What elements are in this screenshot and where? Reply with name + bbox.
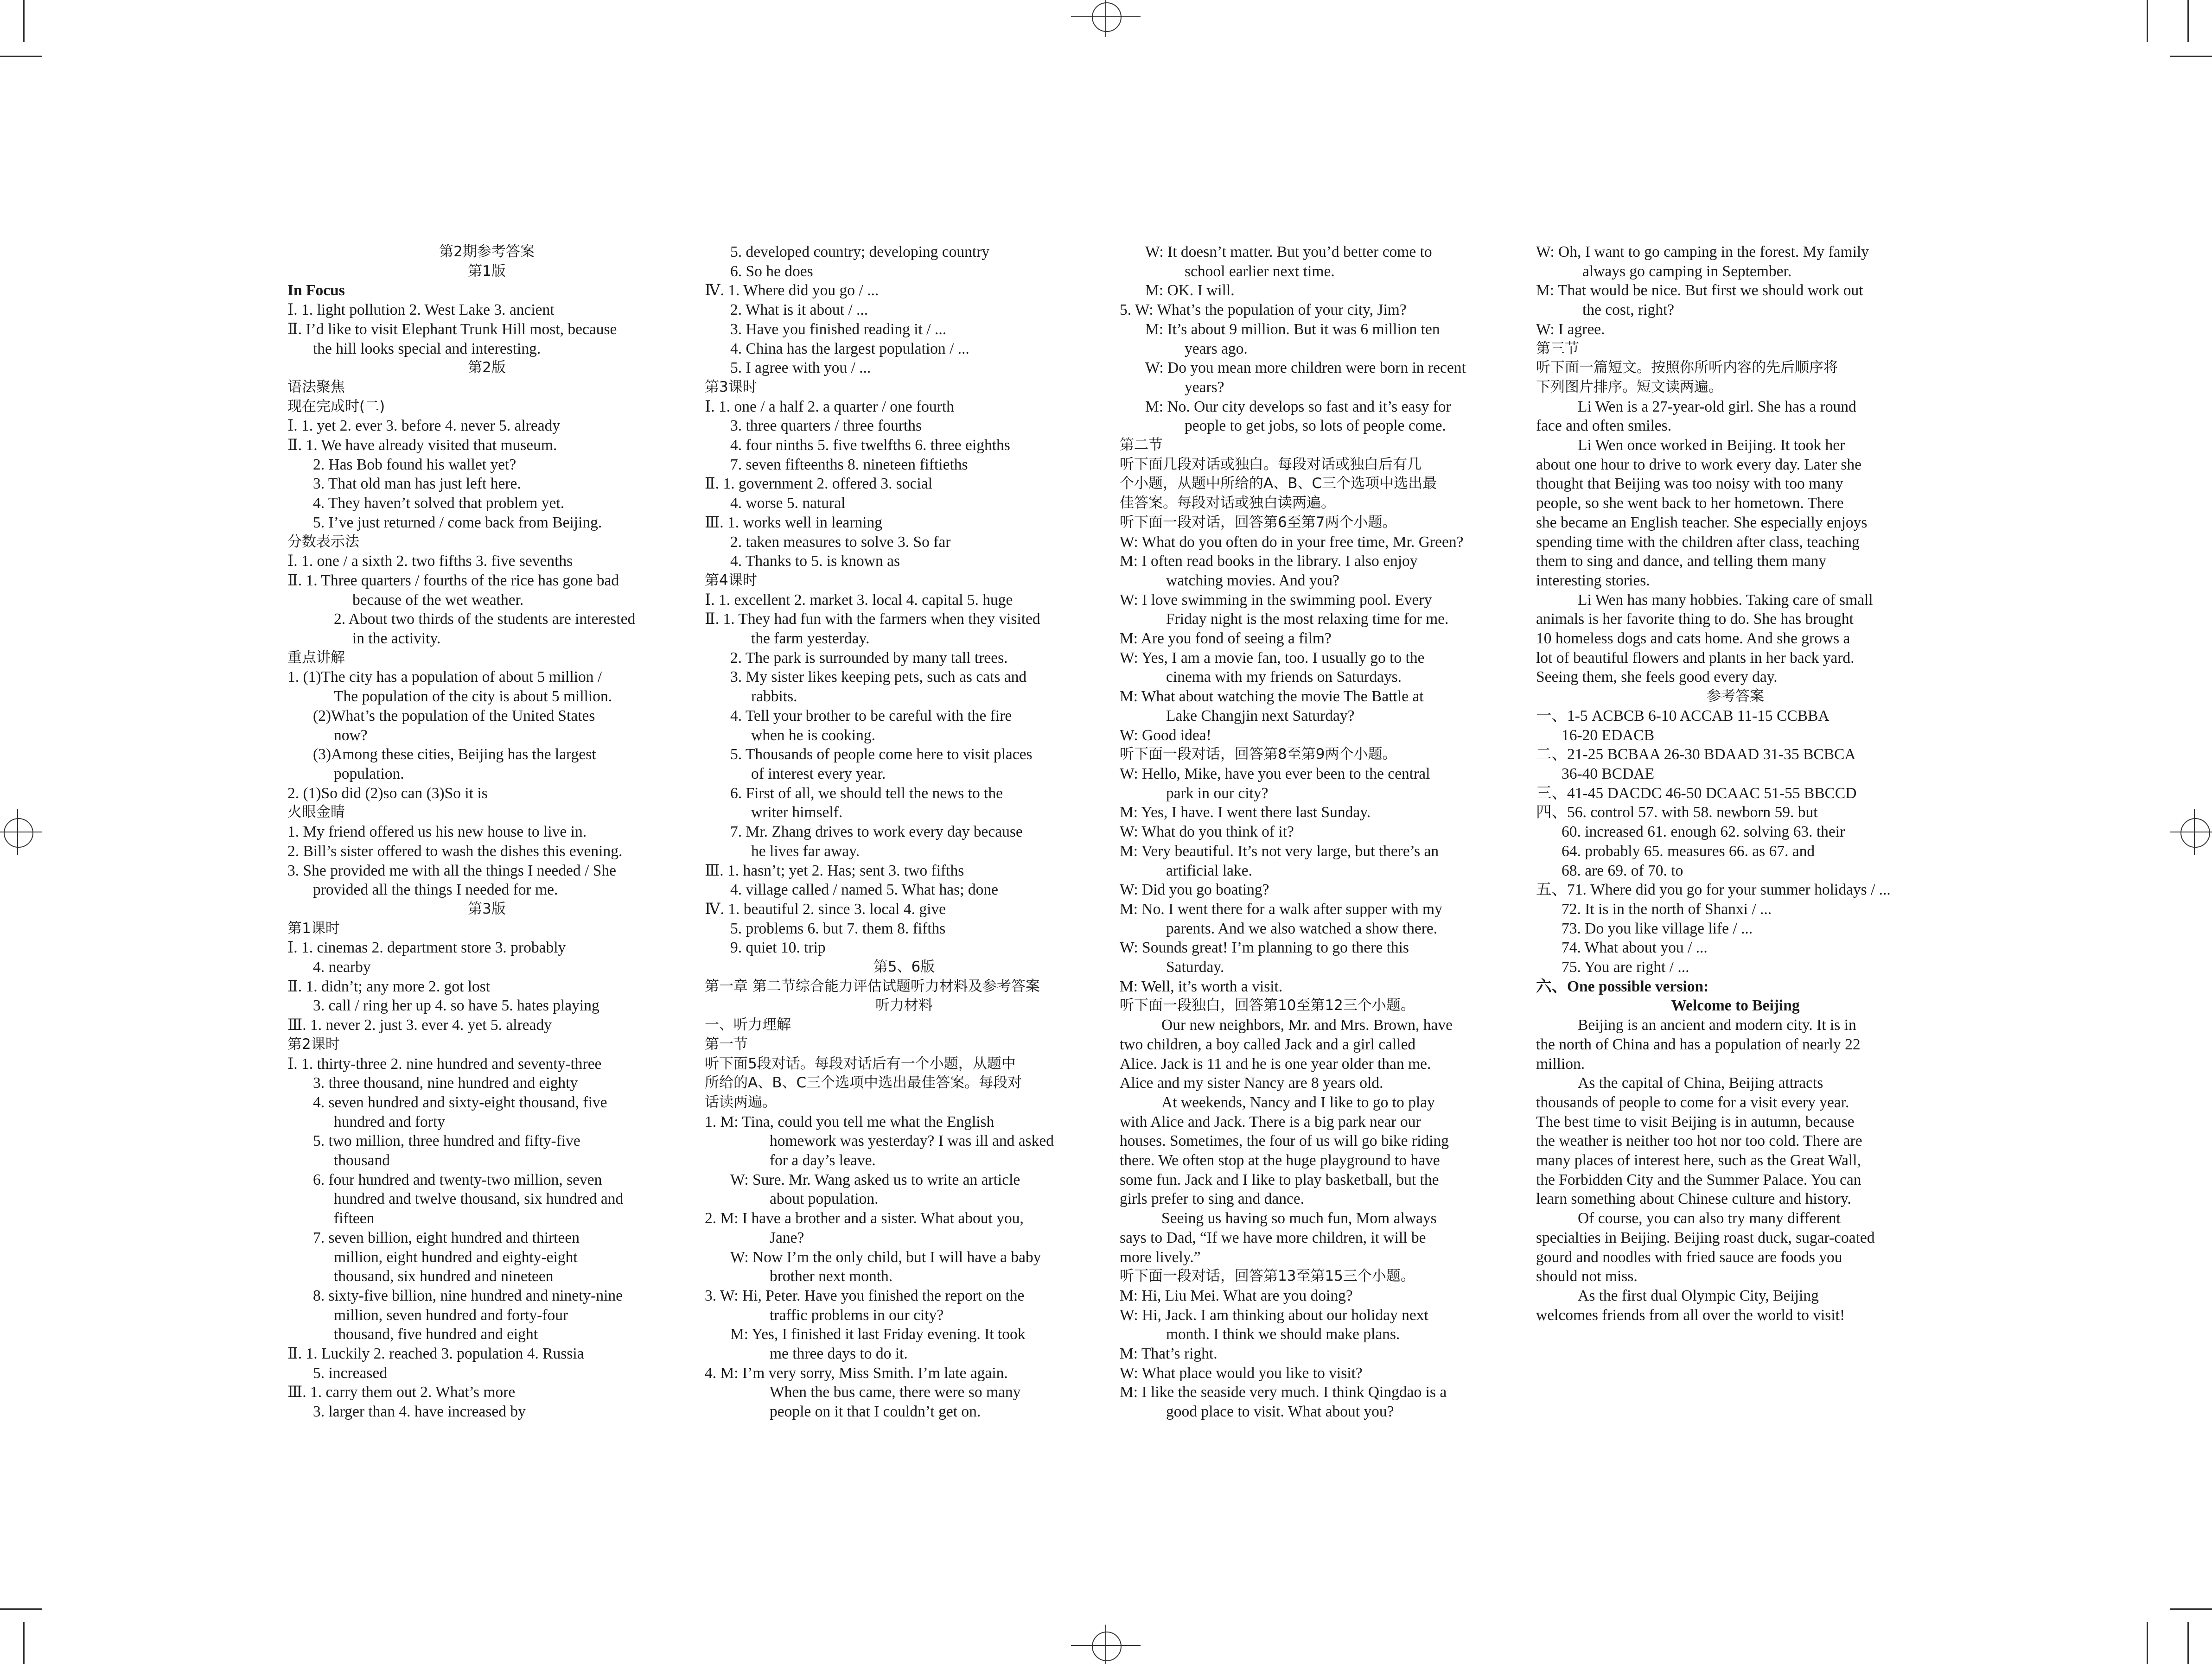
text-line: Ⅳ. 1. Where did you go / ... — [705, 282, 879, 299]
text-line: W: I love swimming in the swimming pool. Every — [1120, 591, 1432, 609]
text-line: The best time to visit Beijing is in autumn, because — [1536, 1113, 1855, 1131]
text-line: million, eight hundred and eighty-eight — [334, 1248, 578, 1266]
text-line: population. — [334, 765, 404, 782]
registration-mark-right — [2180, 818, 2210, 848]
crop-mark-top-right-h — [2170, 56, 2212, 57]
text-line: Ⅱ. 1. We have already visited that museum. — [287, 437, 557, 454]
text-line: Li Wen is a 27-year-old girl. She has a round — [1578, 398, 1856, 415]
text-line: two children, a boy called Jack and a girl called — [1120, 1035, 1416, 1053]
text-line: M: No. Our city develops so fast and it’s easy for — [1145, 398, 1451, 415]
text-line: 第2课时 — [287, 1035, 340, 1053]
registration-mark-bottom-v — [1105, 1625, 1106, 1664]
text-line: 3. She provided me with all the things I needed / She — [287, 862, 616, 879]
text-line: W: Hi, Jack. I am thinking about our holiday next — [1120, 1306, 1428, 1324]
crop-mark-bottom-left-h — [0, 1608, 42, 1610]
text-line: 一、听力理解 — [705, 1016, 791, 1034]
text-line: W: I agree. — [1536, 320, 1605, 338]
registration-mark-bottom — [1092, 1632, 1122, 1661]
text-line: years ago. — [1185, 340, 1248, 357]
text-line: 分数表示法 — [287, 533, 359, 550]
text-line: the farm yesterday. — [751, 630, 870, 648]
column-3 — [1120, 242, 1518, 1422]
text-line: 1. (1)The city has a population of about 5 million / — [287, 668, 602, 686]
text-line: 7. Mr. Zhang drives to work every day because — [730, 823, 1023, 841]
text-line: 7. seven fifteenths 8. nineteen fiftieths — [730, 456, 968, 473]
text-line: says to Dad, “If we have more children, it will be — [1120, 1229, 1426, 1246]
text-line: W: Oh, I want to go camping in the forest. My family — [1536, 243, 1869, 260]
text-line: 1. My friend offered us his new house to live in. — [287, 823, 587, 841]
text-line: people on it that I couldn’t get on. — [770, 1403, 981, 1421]
text-line: 话读两遍。 — [705, 1093, 777, 1111]
text-line: 听下面几段对话或独白。每段对话或独白后有几 — [1120, 456, 1422, 473]
text-line: 3. three quarters / three fourths — [730, 417, 922, 435]
text-line: the Forbidden City and the Summer Palace. You can — [1536, 1171, 1861, 1188]
text-line: 3. That old man has just left here. — [313, 475, 521, 493]
text-line: me three days to do it. — [770, 1345, 908, 1363]
text-line: homework was yesterday? I was ill and asked — [770, 1132, 1054, 1150]
text-line: 4. M: I’m very sorry, Miss Smith. I’m late again. — [705, 1364, 1008, 1382]
text-line: 4. worse 5. natural — [730, 495, 846, 512]
text-line: M: It’s about 9 million. But it was 6 million ten — [1145, 320, 1440, 338]
text-line: In Focus — [287, 282, 345, 299]
text-line: thousand, five hundred and eight — [334, 1326, 538, 1343]
text-line: thought that Beijing was too noisy with too many — [1536, 475, 1843, 493]
column-1 — [287, 242, 686, 1422]
text-line: 下列图片排序。短文读两遍。 — [1536, 378, 1723, 395]
text-line: 8. sixty-five billion, nine hundred and ninety-nine — [313, 1287, 623, 1304]
text-line: Ⅲ. 1. works well in learning — [705, 514, 883, 531]
text-line: M: Very beautiful. It’s not very large, but there’s an — [1120, 842, 1439, 860]
text-line: fifteen — [334, 1210, 375, 1227]
text-line: Ⅲ. 1. carry them out 2. What’s more — [287, 1384, 516, 1401]
text-line: 一、1-5 ACBCB 6-10 ACCAB 11-15 CCBBA — [1536, 707, 1830, 724]
text-line: Ⅰ. 1. one / a sixth 2. two fifths 3. five sevenths — [287, 553, 573, 570]
text-line: W: Do you mean more children were born in recent — [1145, 359, 1466, 377]
text-line: 听下面一段独白，回答第10至第12三个小题。 — [1120, 997, 1415, 1014]
text-line: years? — [1185, 378, 1224, 396]
text-line: W: Now I’m the only child, but I will have a baby — [730, 1248, 1041, 1266]
text-line: Ⅱ. 1. Luckily 2. reached 3. population 4. Russia — [287, 1345, 584, 1363]
text-line: 第一章 第二节综合能力评估试题听力材料及参考答案 — [705, 978, 1040, 995]
text-line: for a day’s leave. — [770, 1152, 876, 1169]
text-line: 四、56. control 57. with 58. newborn 59. but — [1536, 804, 1818, 821]
text-line: M: No. I went there for a walk after supper with my — [1120, 900, 1442, 918]
text-line: 4. four ninths 5. five twelfths 6. three eighths — [730, 437, 1010, 454]
text-line: (3)Among these cities, Beijing has the largest — [313, 746, 596, 763]
text-line: Ⅱ. 1. government 2. offered 3. social — [705, 475, 933, 493]
crop-mark-top-left-h — [0, 56, 42, 57]
text-line: hundred and forty — [334, 1113, 446, 1131]
text-line: 第一节 — [705, 1035, 748, 1053]
text-line: M: What about watching the movie The Battle at — [1120, 688, 1424, 705]
text-line: provided all the things I needed for me. — [313, 881, 558, 899]
text-line: As the first dual Olympic City, Beijing — [1578, 1287, 1819, 1304]
text-line: with Alice and Jack. There is a big park near our — [1120, 1113, 1421, 1131]
text-line: M: I like the seaside very much. I think Qingdao is a — [1120, 1384, 1447, 1401]
text-line: Ⅰ. 1. one / a half 2. a quarter / one fourth — [705, 398, 954, 415]
text-line: month. I think we should make plans. — [1166, 1326, 1400, 1343]
text-line: 五、71. Where did you go for your summer holidays / ... — [1536, 881, 1891, 899]
text-line: Saturday. — [1166, 959, 1224, 976]
text-line: them to sing and dance, and telling them many — [1536, 553, 1827, 570]
text-line: many places of interest here, such as the Great Wall, — [1536, 1152, 1861, 1169]
registration-mark-top-v — [1105, 0, 1106, 37]
text-line: about one hour to drive to work every day. Later she — [1536, 456, 1862, 473]
text-line: 4. They haven’t solved that problem yet. — [313, 495, 565, 512]
text-line: 二、21-25 BCBAA 26-30 BDAAD 31-35 BCBCA — [1536, 746, 1856, 763]
text-line: school earlier next time. — [1185, 262, 1335, 280]
text-line: Seeing us having so much fun, Mom always — [1161, 1210, 1437, 1227]
text-line: houses. Sometimes, the four of us will go bike riding — [1120, 1132, 1449, 1150]
text-line: should not miss. — [1536, 1268, 1638, 1285]
text-line: because of the wet weather. — [352, 591, 524, 609]
text-line: people to get jobs, so lots of people come. — [1185, 417, 1446, 435]
text-line: 听下面一段对话，回答第6至第7两个小题。 — [1120, 514, 1397, 531]
text-line: people, so she went back to her hometown. There — [1536, 495, 1844, 512]
text-line: Lake Changjin next Saturday? — [1166, 707, 1355, 724]
text-line: hundred and twelve thousand, six hundred and — [334, 1190, 624, 1208]
text-line: Welcome to Beijing — [1671, 997, 1800, 1015]
text-line: 60. increased 61. enough 62. solving 63. their — [1562, 823, 1845, 841]
text-line: Alice. Jack is 11 and he is one year older than me. — [1120, 1055, 1431, 1073]
text-line: W: Did you go boating? — [1120, 881, 1269, 899]
text-line: 3. call / ring her up 4. so have 5. hates playing — [313, 997, 599, 1015]
column-2 — [705, 242, 1103, 1422]
text-line: 听下面5段对话。每段对话后有一个小题，从题中 — [705, 1055, 1016, 1072]
crop-mark-top-left-v — [23, 0, 25, 42]
text-line: M: That’s right. — [1120, 1345, 1218, 1363]
text-line: Ⅰ. 1. cinemas 2. department store 3. probably — [287, 939, 566, 957]
text-line: more lively.” — [1120, 1248, 1201, 1266]
text-line: always go camping in September. — [1582, 262, 1792, 280]
text-line: As the capital of China, Beijing attracts — [1578, 1074, 1823, 1092]
text-line: 5. developed country; developing country — [730, 243, 990, 260]
text-line: 4. seven hundred and sixty-eight thousand, five — [313, 1093, 607, 1111]
text-line: 佳答案。每段对话或独白读两遍。 — [1120, 495, 1335, 512]
text-line: Ⅱ. 1. didn’t; any more 2. got lost — [287, 978, 491, 995]
text-line: M: Yes, I have. I went there last Sunday. — [1120, 804, 1371, 821]
text-line: 听下面一段对话，回答第13至第15三个小题。 — [1120, 1268, 1415, 1285]
text-line: 75. You are right / ... — [1562, 959, 1689, 976]
text-line: Jane? — [770, 1229, 804, 1246]
text-line: 4. village called / named 5. What has; done — [730, 881, 999, 899]
text-line: 听下面一篇短文。按照你所听内容的先后顺序将 — [1536, 359, 1838, 376]
text-line: rabbits. — [751, 688, 797, 705]
text-line: the cost, right? — [1582, 301, 1675, 319]
text-line: 4. Thanks to 5. is known as — [730, 553, 900, 570]
registration-mark-top — [1092, 2, 1122, 32]
text-line: 74. What about you / ... — [1562, 939, 1708, 957]
text-line: in the activity. — [352, 630, 441, 648]
text-line: At weekends, Nancy and I like to go to play — [1161, 1093, 1435, 1111]
text-line: 5. Thousands of people come here to visit places — [730, 746, 1033, 763]
crop-mark-bottom-right-v — [2187, 1622, 2189, 1664]
crop-mark-bottom-right-h — [2170, 1608, 2212, 1610]
crop-mark-top-right-v2 — [2147, 0, 2148, 42]
text-line: 第3版 — [468, 900, 506, 917]
text-line: W: Hello, Mike, have you ever been to the central — [1120, 765, 1430, 782]
text-line: parents. And we also watched a show there. — [1166, 920, 1438, 937]
text-line: she became an English teacher. She especially enjoys — [1536, 514, 1868, 531]
text-line: 5. increased — [313, 1364, 387, 1382]
text-line: million, seven hundred and forty-four — [334, 1306, 568, 1324]
text-line: 64. probably 65. measures 66. as 67. and — [1562, 842, 1815, 860]
text-line: W: What do you often do in your free time, Mr. Green? — [1120, 533, 1464, 551]
text-line: Alice and my sister Nancy are 8 years old. — [1120, 1074, 1383, 1092]
text-line: Friday night is the most relaxing time for me. — [1166, 610, 1449, 628]
text-line: Li Wen has many hobbies. Taking care of small — [1578, 591, 1873, 609]
text-line: the hill looks special and interesting. — [313, 340, 541, 357]
text-line: Ⅲ. 1. hasn’t; yet 2. Has; sent 3. two fifths — [705, 862, 964, 879]
text-line: M: Hi, Liu Mei. What are you doing? — [1120, 1287, 1353, 1304]
text-line: 5. two million, three hundred and fifty-five — [313, 1132, 580, 1150]
text-line: Of course, you can also try many different — [1578, 1210, 1841, 1227]
text-line: 2. (1)So did (2)so can (3)So it is — [287, 784, 488, 802]
text-line: 参考答案 — [1707, 688, 1764, 705]
text-line: lot of beautiful flowers and plants in her back yard. — [1536, 649, 1855, 667]
text-line: Seeing them, she feels good every day. — [1536, 668, 1778, 686]
text-line: interesting stories. — [1536, 572, 1650, 589]
text-line: M: Well, it’s worth a visit. — [1120, 978, 1283, 995]
registration-mark-right-v — [2194, 809, 2195, 855]
text-line: park in our city? — [1166, 784, 1269, 802]
text-line: 语法聚焦 — [287, 378, 345, 395]
text-line: W: What place would you like to visit? — [1120, 1364, 1363, 1382]
text-line: thousand — [334, 1152, 390, 1169]
text-line: 第三节 — [1536, 340, 1579, 357]
text-line: 36-40 BCDAE — [1562, 765, 1655, 782]
text-line: face and often smiles. — [1536, 417, 1672, 435]
text-line: 4. Tell your brother to be careful with the fire — [730, 707, 1012, 724]
text-line: now? — [334, 726, 368, 744]
column-4 — [1536, 242, 1935, 1325]
text-line: Beijing is an ancient and modern city. It is in — [1578, 1016, 1856, 1034]
text-line: 三、41-45 DACDC 46-50 DCAAC 51-55 BBCCD — [1536, 784, 1857, 802]
text-line: M: That would be nice. But first we should work out — [1536, 282, 1863, 299]
text-line: Li Wen once worked in Beijing. It took her — [1578, 437, 1845, 454]
text-line: 68. are 69. of 70. to — [1562, 862, 1683, 879]
text-line: animals is her favorite thing to do. She has brought — [1536, 610, 1854, 628]
text-line: girls prefer to sing and dance. — [1120, 1190, 1305, 1208]
text-line: M: OK. I will. — [1145, 282, 1235, 299]
text-line: The population of the city is about 5 million. — [334, 688, 612, 705]
text-line: 重点讲解 — [287, 649, 345, 666]
text-line: Ⅰ. 1. yet 2. ever 3. before 4. never 5. already — [287, 417, 561, 435]
text-line: When the bus came, there were so many — [770, 1384, 1021, 1401]
text-line: 第3课时 — [705, 378, 757, 395]
text-line: 第4课时 — [705, 572, 757, 589]
text-line: 6. So he does — [730, 262, 813, 280]
text-line: 5. W: What’s the population of your city, Jim? — [1120, 301, 1407, 319]
text-line: Ⅱ. I’d like to visit Elephant Trunk Hill most, because — [287, 320, 617, 338]
text-line: thousand, six hundred and nineteen — [334, 1268, 554, 1285]
text-line: 六、One possible version: — [1536, 978, 1709, 995]
text-line: artificial lake. — [1166, 862, 1253, 879]
text-line: 16-20 EDACB — [1562, 726, 1655, 744]
text-line: 5. I’ve just returned / come back from Beijing. — [313, 514, 602, 531]
text-line: 听下面一段对话，回答第8至第9两个小题。 — [1120, 746, 1397, 763]
text-line: W: Sounds great! I’m planning to go there this — [1120, 939, 1409, 957]
text-line: 3. W: Hi, Peter. Have you finished the report on the — [705, 1287, 1025, 1304]
text-line: 2. Bill’s sister offered to wash the dishes this evening. — [287, 842, 623, 860]
text-line: 1. M: Tina, could you tell me what the English — [705, 1113, 994, 1131]
crop-mark-top-right-v — [2187, 0, 2189, 42]
text-line: 现在完成时(二) — [287, 398, 385, 415]
crop-mark-bottom-right-v2 — [2147, 1622, 2148, 1664]
text-line: 2. M: I have a brother and a sister. What about you, — [705, 1210, 1024, 1227]
text-line: Ⅰ. 1. light pollution 2. West Lake 3. ancient — [287, 301, 555, 319]
text-line: 第2版 — [468, 359, 506, 376]
text-line: Ⅳ. 1. beautiful 2. since 3. local 4. give — [705, 900, 946, 918]
text-line: 5. problems 6. but 7. them 8. fifths — [730, 920, 946, 937]
text-line: writer himself. — [751, 804, 843, 821]
text-line: 9. quiet 10. trip — [730, 939, 826, 957]
text-line: 第二节 — [1120, 437, 1163, 454]
text-line: 3. larger than 4. have increased by — [313, 1403, 526, 1421]
text-line: 2. taken measures to solve 3. So far — [730, 533, 951, 551]
text-line: when he is cooking. — [751, 726, 875, 744]
text-line: 3. My sister likes keeping pets, such as cats and — [730, 668, 1027, 686]
text-line: gourd and noodles with fried sauce are foods you — [1536, 1248, 1842, 1266]
text-line: 第1版 — [468, 262, 506, 279]
text-line: good place to visit. What about you? — [1166, 1403, 1394, 1421]
text-line: W: Yes, I am a movie fan, too. I usually go to the — [1120, 649, 1425, 667]
text-line: traffic problems in our city? — [770, 1306, 944, 1324]
text-line: Our new neighbors, Mr. and Mrs. Brown, have — [1161, 1016, 1453, 1034]
text-line: spending time with the children after class, teaching — [1536, 533, 1860, 551]
text-line: 3. Have you finished reading it / ... — [730, 320, 947, 338]
text-line: 2. What is it about / ... — [730, 301, 868, 319]
text-line: Ⅰ. 1. thirty-three 2. nine hundred and seventy-three — [287, 1055, 602, 1073]
text-line: 10 homeless dogs and cats home. And she grows a — [1536, 630, 1850, 648]
text-line: the weather is neither too hot nor too cold. There are — [1536, 1132, 1862, 1150]
text-line: watching movies. And you? — [1166, 572, 1340, 589]
text-line: some fun. Jack and I like to play basketball, but the — [1120, 1171, 1439, 1188]
text-line: M: Are you fond of seeing a film? — [1120, 630, 1332, 648]
text-line: Ⅱ. 1. They had fun with the farmers when they visited — [705, 610, 1040, 628]
text-line: 火眼金睛 — [287, 804, 345, 821]
text-line: 73. Do you like village life / ... — [1562, 920, 1753, 937]
text-line: 5. I agree with you / ... — [730, 359, 871, 377]
crop-mark-bottom-left-v — [23, 1622, 25, 1664]
text-line: thousands of people to come for a visit every year. — [1536, 1093, 1849, 1111]
text-line: 所给的A、B、C三个选项中选出最佳答案。每段对 — [705, 1074, 1022, 1092]
text-line: there. We often stop at the huge playground to have — [1120, 1152, 1440, 1169]
text-line: million. — [1536, 1055, 1585, 1073]
text-line: 6. four hundred and twenty-two million, seven — [313, 1171, 602, 1188]
text-line: Ⅱ. 1. Three quarters / fourths of the rice has gone bad — [287, 572, 619, 589]
text-line: 第1课时 — [287, 920, 340, 937]
text-line: W: Sure. Mr. Wang asked us to write an article — [730, 1171, 1020, 1188]
text-line: M: Yes, I finished it last Friday evening. It took — [730, 1326, 1026, 1343]
text-line: 第2期参考答案 — [439, 243, 535, 260]
text-line: 听力材料 — [875, 997, 933, 1014]
text-line: W: Good idea! — [1120, 726, 1211, 744]
registration-mark-left — [4, 818, 33, 848]
text-line: welcomes friends from all over the world to visit! — [1536, 1306, 1845, 1324]
text-line: of interest every year. — [751, 765, 886, 782]
text-line: the north of China and has a population of nearly 22 — [1536, 1035, 1861, 1053]
text-line: 个小题，从题中所给的A、B、C三个选项中选出最 — [1120, 475, 1437, 492]
registration-mark-left-v — [17, 809, 18, 855]
text-line: 2. About two thirds of the students are interested — [334, 610, 636, 628]
text-line: cinema with my friends on Saturdays. — [1166, 668, 1402, 686]
text-line: about population. — [770, 1190, 879, 1208]
text-line: 第5、6版 — [873, 959, 935, 976]
text-line: 2. The park is surrounded by many tall trees. — [730, 649, 1008, 667]
text-line: 7. seven billion, eight hundred and thirteen — [313, 1229, 580, 1246]
text-line: 72. It is in the north of Shanxi / ... — [1562, 900, 1772, 918]
text-line: learn something about Chinese culture and history. — [1536, 1190, 1851, 1208]
text-line: W: It doesn’t matter. But you’d better come to — [1145, 243, 1432, 260]
text-line: (2)What’s the population of the United States — [313, 707, 595, 724]
text-line: specialties in Beijing. Beijing roast duck, sugar-coated — [1536, 1229, 1875, 1246]
text-line: 4. China has the largest population / ... — [730, 340, 969, 357]
text-line: W: What do you think of it? — [1120, 823, 1294, 841]
text-line: 4. nearby — [313, 959, 371, 976]
text-line: brother next month. — [770, 1268, 893, 1285]
text-line: 3. three thousand, nine hundred and eighty — [313, 1074, 578, 1092]
text-line: he lives far away. — [751, 842, 860, 860]
text-line: Ⅲ. 1. never 2. just 3. ever 4. yet 5. already — [287, 1016, 552, 1034]
text-line: 6. First of all, we should tell the news to the — [730, 784, 1003, 802]
text-line: Ⅰ. 1. excellent 2. market 3. local 4. capital 5. huge — [705, 591, 1013, 609]
text-line: M: I often read books in the library. I also enjoy — [1120, 553, 1418, 570]
text-line: 2. Has Bob found his wallet yet? — [313, 456, 516, 473]
